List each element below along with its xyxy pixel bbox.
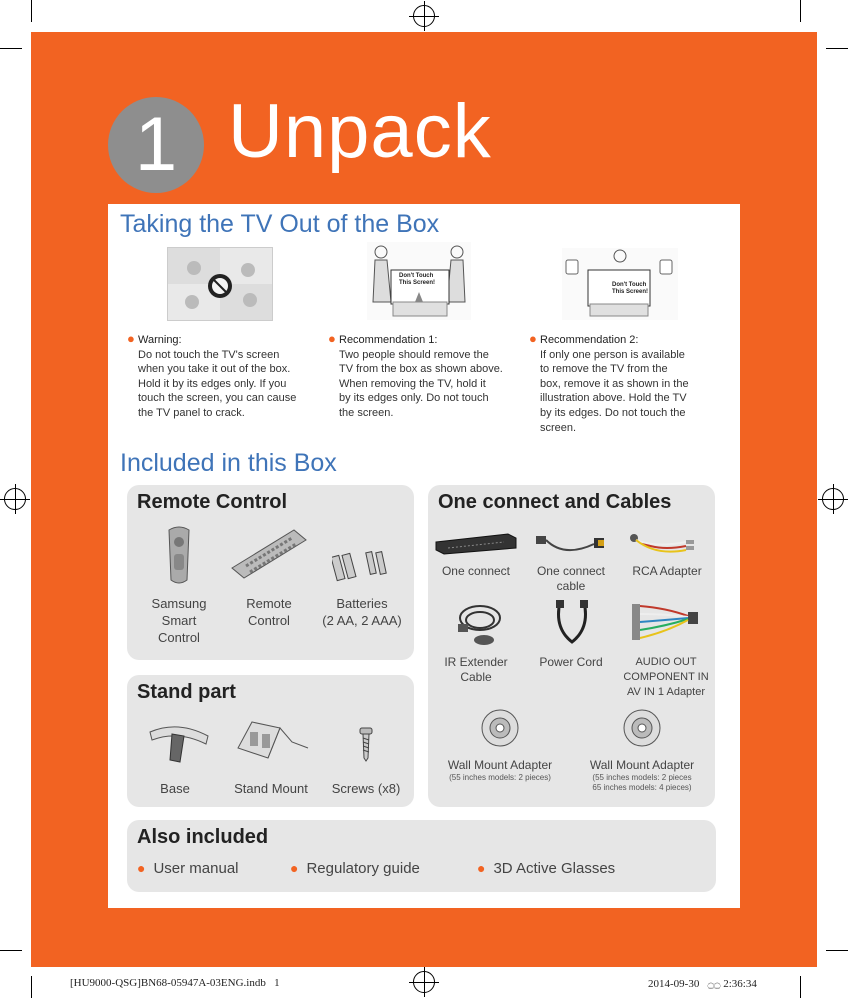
screw-icon bbox=[358, 726, 374, 762]
power-cord-icon bbox=[550, 598, 594, 648]
note-line: illustration above. Hold the TV bbox=[540, 392, 687, 405]
item-label-smart-control: Samsung Smart Control bbox=[151, 596, 207, 645]
wall-mount-adapter-icon bbox=[622, 708, 662, 748]
bullet-dot-icon: ● bbox=[290, 860, 299, 876]
print-timestamp: 2014-09-30 ۝۝ 2:36:34 bbox=[648, 978, 757, 990]
item-label-base: Base bbox=[160, 781, 190, 796]
item-label-ir-extender: IR Extender Cable bbox=[444, 655, 508, 684]
section-heading-taking-out: Taking the TV Out of the Box bbox=[120, 210, 440, 238]
bullet-dot-icon: ● bbox=[477, 860, 486, 876]
warning-note bbox=[127, 331, 318, 421]
note-line: TV from the box as shown above. bbox=[339, 363, 503, 376]
crop-mark bbox=[800, 976, 801, 998]
item-label-av-adapter: AUDIO OUT COMPONENT IN AV IN 1 Adapter bbox=[623, 656, 709, 698]
also-included-box bbox=[127, 820, 716, 892]
note-line: by its edges only. Do not touch bbox=[339, 392, 489, 405]
crop-mark bbox=[0, 950, 22, 951]
box-title: One connect and Cables bbox=[438, 491, 672, 513]
note-line: box, remove it as shown in the bbox=[540, 377, 689, 390]
registration-mark-icon bbox=[4, 488, 26, 510]
smart-control-icon bbox=[165, 526, 193, 584]
registration-mark-icon bbox=[413, 5, 435, 27]
warning-illustration bbox=[167, 247, 273, 321]
note-line: If only one person is available bbox=[540, 348, 685, 361]
item-label-screws: Screws (x8) bbox=[331, 781, 401, 796]
also-item-regulatory-guide: ● Regulatory guide bbox=[290, 860, 420, 877]
remote-control-icon bbox=[230, 528, 308, 580]
item-label-wall-mount-65: Wall Mount Adapter (55 inches models: 2 pieces 65 inches models: 4 pieces) bbox=[589, 758, 695, 792]
item-label-rca-adapter: RCA Adapter bbox=[632, 564, 702, 578]
registration-mark-icon bbox=[413, 971, 435, 993]
item-label-one-connect-cable: One connect cable bbox=[536, 564, 606, 593]
rca-adapter-icon bbox=[626, 528, 702, 558]
box-title: Also included bbox=[137, 826, 269, 848]
crop-mark bbox=[826, 950, 848, 951]
one-connect-cable-icon bbox=[534, 528, 610, 558]
stand-mount-icon bbox=[232, 718, 312, 764]
item-label-stand-mount: Stand Mount bbox=[234, 781, 308, 796]
note-line: the screen. bbox=[339, 406, 394, 419]
recommendation-2-note bbox=[529, 331, 720, 435]
box-title: Remote Control bbox=[137, 491, 287, 513]
item-label-one-connect: One connect bbox=[441, 564, 511, 578]
bullet-dot-icon: ● bbox=[529, 331, 537, 346]
note-line: screen. bbox=[540, 421, 577, 434]
section-heading-included: Included in this Box bbox=[120, 449, 337, 477]
box-title: Stand part bbox=[137, 681, 236, 703]
av-adapter-icon bbox=[626, 598, 702, 648]
note-title: Warning: bbox=[138, 334, 182, 346]
crop-mark bbox=[0, 48, 22, 49]
note-title: Recommendation 2: bbox=[540, 334, 639, 346]
note-line: Do not touch the TV's screen bbox=[138, 348, 280, 361]
note-line: touch the screen, you can cause bbox=[138, 392, 297, 405]
note-line: when you take it out of the box. bbox=[138, 363, 291, 376]
hands-on-screen-icon bbox=[168, 248, 272, 320]
note-line: the TV panel to crack. bbox=[138, 406, 245, 419]
item-label-batteries: Batteries (2 AA, 2 AAA) bbox=[322, 596, 402, 628]
item-label-wall-mount-55: Wall Mount Adapter (55 inches models: 2 pieces) bbox=[447, 758, 553, 782]
bullet-dot-icon: ● bbox=[328, 331, 336, 346]
page-title: Unpack bbox=[228, 89, 492, 174]
registration-mark-icon bbox=[822, 488, 844, 510]
note-line: Hold it by its edges only. If you bbox=[138, 377, 287, 390]
crop-mark bbox=[826, 48, 848, 49]
also-item-user-manual: ● User manual bbox=[137, 860, 239, 877]
batteries-icon bbox=[332, 548, 392, 582]
crop-mark bbox=[800, 0, 801, 22]
crop-mark bbox=[31, 976, 32, 998]
crop-mark bbox=[31, 0, 32, 22]
bullet-dot-icon: ● bbox=[137, 860, 146, 876]
bullet-dot-icon: ● bbox=[127, 331, 135, 346]
note-line: to remove the TV from the bbox=[540, 363, 668, 376]
item-label-power-cord: Power Cord bbox=[539, 655, 603, 669]
note-title: Recommendation 1: bbox=[339, 334, 438, 346]
also-item-3d-glasses: ● 3D Active Glasses bbox=[477, 860, 616, 877]
print-file-name: [HU9000-QSG]BN68-05947A-03ENG.indb 1 bbox=[70, 977, 280, 989]
dont-touch-label: Don't Touch This Screen! bbox=[399, 273, 436, 286]
note-line: When removing the TV, hold it bbox=[339, 377, 486, 390]
item-label-remote-control: Remote Control bbox=[246, 596, 292, 628]
wall-mount-adapter-icon bbox=[480, 708, 520, 748]
dont-touch-label: Don't Touch This Screen! bbox=[612, 282, 649, 295]
recommendation-1-note bbox=[328, 331, 524, 421]
stand-base-icon bbox=[148, 718, 210, 764]
ir-extender-cable-icon bbox=[450, 598, 506, 648]
one-connect-box-icon bbox=[434, 530, 518, 556]
note-line: by its edges. Do not touch the bbox=[540, 406, 686, 419]
step-number-badge: 1 bbox=[108, 97, 204, 193]
note-line: Two people should remove the bbox=[339, 348, 489, 361]
